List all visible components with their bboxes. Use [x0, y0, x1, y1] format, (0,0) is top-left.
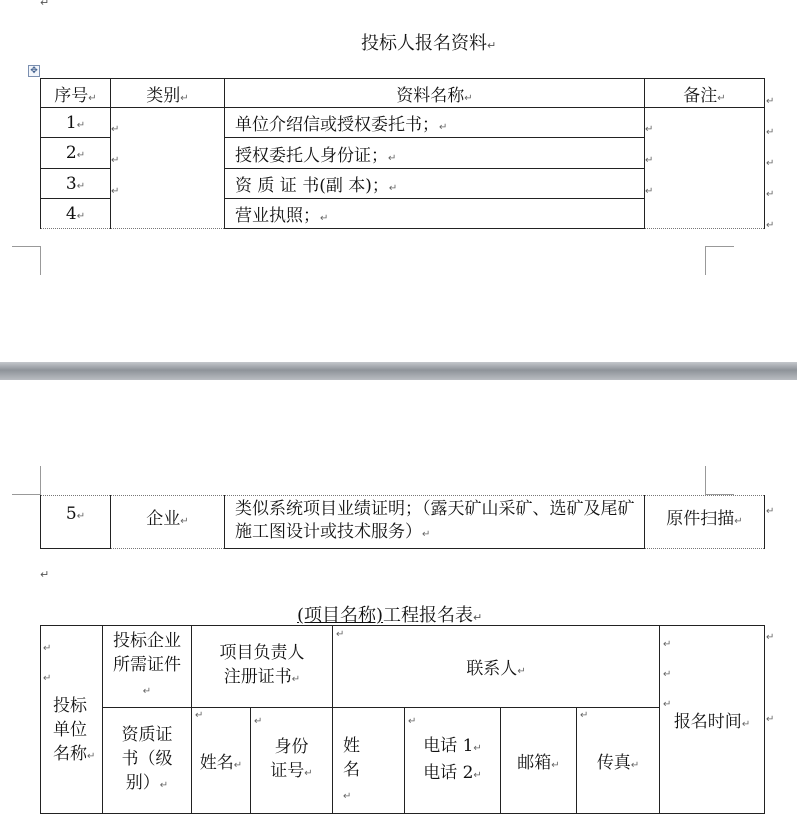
table-row [41, 108, 765, 138]
form-title-rest: 工程报名表 [383, 605, 474, 626]
row-seq: 1↵ [41, 108, 111, 138]
paragraph-mark: ↵ [40, 568, 50, 581]
page-title [361, 29, 496, 55]
pm-cert-cell: 项目负责人注册证书↵ [192, 626, 333, 708]
phone-cell: ↵ 电话 1↵ 电话 2↵ [405, 708, 501, 814]
row-seq: 5↵ [41, 496, 111, 549]
row-material: 资 质 证 书(副 本)；↵ [225, 169, 645, 199]
row-end-marks: ↵ ↵ ↵ ↵ ↵ [766, 96, 775, 231]
signup-time-cell: ↵ ↵ ↵ 报名时间↵ [660, 626, 765, 814]
category-cell: ↵ ↵ ↵ [111, 108, 225, 229]
contact-name-cell: 姓名↵ [333, 708, 405, 814]
table-row [41, 496, 765, 549]
fax-cell: ↵ 传真↵ [577, 708, 660, 814]
form-title-project-name: (项目名称) [297, 605, 384, 626]
unit-name-cell: ↵ ↵ 投标单位名称↵ [41, 626, 103, 814]
page-corner-mark [12, 246, 41, 275]
row-seq: 4↵ [41, 199, 111, 229]
unit-name-label: 投标单位名称 [53, 696, 87, 764]
header-category: 类别↵ [111, 79, 225, 108]
page-separator [0, 362, 797, 380]
row-end-mark: ↵ [766, 632, 775, 643]
materials-table [40, 78, 765, 229]
email-cell: 邮箱↵ [501, 708, 577, 814]
required-docs-cell: 投标企业所需证件↵ [103, 626, 192, 708]
table-header-row [41, 79, 765, 108]
qualification-cell: 资质证书（级别）↵ [103, 708, 192, 814]
page-title-text: 投标人报名资料 [361, 33, 487, 54]
paragraph-mark: ↵ [487, 39, 497, 52]
table-move-handle-icon[interactable]: ✥ [28, 65, 40, 77]
page-corner-mark [705, 246, 734, 275]
row-material: 类似系统项目业绩证明；（露天矿山采矿、选矿及尾矿施工图设计或技术服务）↵ [225, 496, 645, 549]
row-category: 企业↵ [111, 496, 225, 549]
pm-name-cell: ↵ 姓名↵ [192, 708, 251, 814]
row-end-mark: ↵ [766, 506, 775, 517]
row-material: 授权委托人身份证；↵ [225, 138, 645, 169]
page-corner-mark [12, 466, 41, 495]
contact-header-cell: ↵ 联系人↵ [333, 626, 660, 708]
form-title: (项目名称)工程报名表↵ [297, 605, 483, 626]
row-end-mark: ↵ [766, 714, 775, 725]
header-seq: 序号↵ [41, 79, 111, 108]
row-seq: 2↵ [41, 138, 111, 169]
row-material: 单位介绍信或授权委托书；↵ [225, 108, 645, 138]
row-material: 营业执照；↵ [225, 199, 645, 229]
row-seq: 3↵ [41, 169, 111, 199]
page-corner-mark [705, 466, 734, 495]
materials-table-continued [40, 495, 765, 549]
signup-form-table [40, 625, 765, 814]
header-remark: 备注↵ [645, 79, 765, 108]
paragraph-mark: ↵ [40, 0, 50, 9]
row-remark: 原件扫描↵ [645, 496, 765, 549]
header-material: 资料名称↵ [225, 79, 645, 108]
remark-cell: ↵ ↵ ↵ [645, 108, 765, 229]
pm-id-cell: ↵ 身份证号↵ [251, 708, 333, 814]
